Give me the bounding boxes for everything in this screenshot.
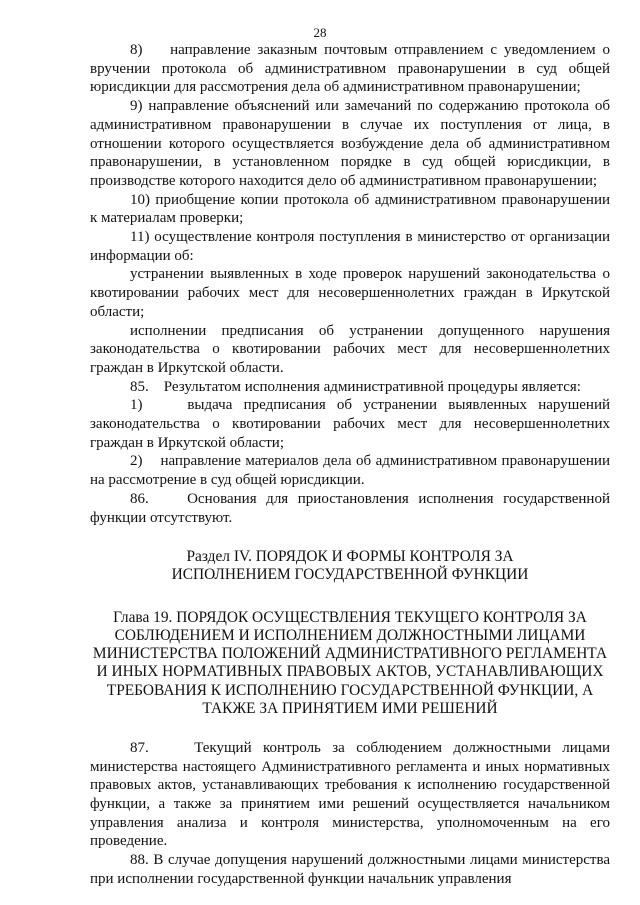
section-title xyxy=(90,548,610,584)
chapter-title-line: ТРЕБОВАНИЯ К ИСПОЛНЕНИЮ ГОСУДАРСТВЕННОЙ ФУНКЦИИ, А xyxy=(106,681,594,699)
paragraph-87: 87. Текущий контроль за соблюдением должностными лицами министерства настоящего Административного регламента и иных нормативных правовых актов, устанавливающих требования к исполнению государственной функции, а также за принятием ими решений осуществляется начальником управления анализа и контроля министерства, уполномоченным на его проведение. xyxy=(90,739,610,850)
paragraph-85-1: 1) выдача предписания об устранении выявленных нарушений законодательства о квотировании рабочих мест для несовершеннолетних граждан в Иркутской области; xyxy=(90,397,610,451)
paragraph-item-10: 10) приобщение копии протокола об административном правонарушении к материалам проверки; xyxy=(90,191,610,227)
chapter-title-line: Глава 19. ПОРЯДОК ОСУЩЕСТВЛЕНИЯ ТЕКУЩЕГО КОНТРОЛЯ ЗА xyxy=(113,608,587,626)
paragraph-item-11: 11) осуществление контроля поступления в министерство от организации информации об: xyxy=(90,229,610,264)
paragraph-elimination: устранении выявленных в ходе проверок нарушений законодательства о квотировании рабочих мест для несовершеннолетних граждан в Иркутской области; xyxy=(90,266,610,320)
paragraph-item-8: 8) направление заказным почтовым отправлением с уведомлением о вручении протокола об административном правонарушении в суд общей юрисдикции для рассмотрения дела об административном правонарушении; xyxy=(90,42,610,96)
paragraph-execution: исполнении предписания об устранении допущенного нарушения законодательства о квотировании рабочих мест для несовершеннолетних граждан в Иркутской области. xyxy=(90,322,610,376)
chapter-title-line: И ИНЫХ НОРМАТИВНЫХ ПРАВОВЫХ АКТОВ, УСТАНАВЛИВАЮЩИХ xyxy=(96,663,604,681)
chapter-title-line: МИНИСТЕРСТВА ПОЛОЖЕНИЙ АДМИНИСТРАТИВНОГО РЕГЛАМЕНТА xyxy=(92,645,608,663)
chapter-title-line: ТАКЖЕ ЗА ПРИНЯТИЕМ ИМИ РЕШЕНИЙ xyxy=(202,699,498,717)
paragraph-item-9: 9) направление объяснений или замечаний по содержанию протокола об административном правонарушении в случае их поступления от лица, в отношении которого осуществляется возбуждение дела об административном правонарушении, в установленном порядке в суд общей юрисдикции, в производстве которого находится дело об административном правонарушении; xyxy=(90,98,610,189)
document-body xyxy=(90,41,610,889)
section-title-line: ИСПОЛНЕНИЕМ ГОСУДАРСТВЕННОЙ ФУНКЦИИ xyxy=(171,566,529,584)
chapter-title-line: СОБЛЮДЕНИЕМ И ИСПОЛНЕНИЕМ ДОЛЖНОСТНЫМИ ЛИЦАМИ xyxy=(114,626,586,644)
section-title-line: Раздел IV. ПОРЯДОК И ФОРМЫ КОНТРОЛЯ ЗА xyxy=(186,548,514,566)
paragraph-88: 88. В случае допущения нарушений должностными лицами министерства при исполнении государственной функции начальник управления xyxy=(90,852,610,887)
chapter-title xyxy=(90,609,610,718)
paragraph-85-2: 2) направление материалов дела об административном правонарушении на рассмотрение в суд общей юрисдикции. xyxy=(90,453,610,489)
page-number: 28 xyxy=(313,25,327,40)
paragraph-85: 85. Результатом исполнения административной процедуры является: xyxy=(130,378,581,395)
paragraph-86: 86. Основания для приостановления исполнения государственной функции отсутствуют. xyxy=(90,490,610,526)
